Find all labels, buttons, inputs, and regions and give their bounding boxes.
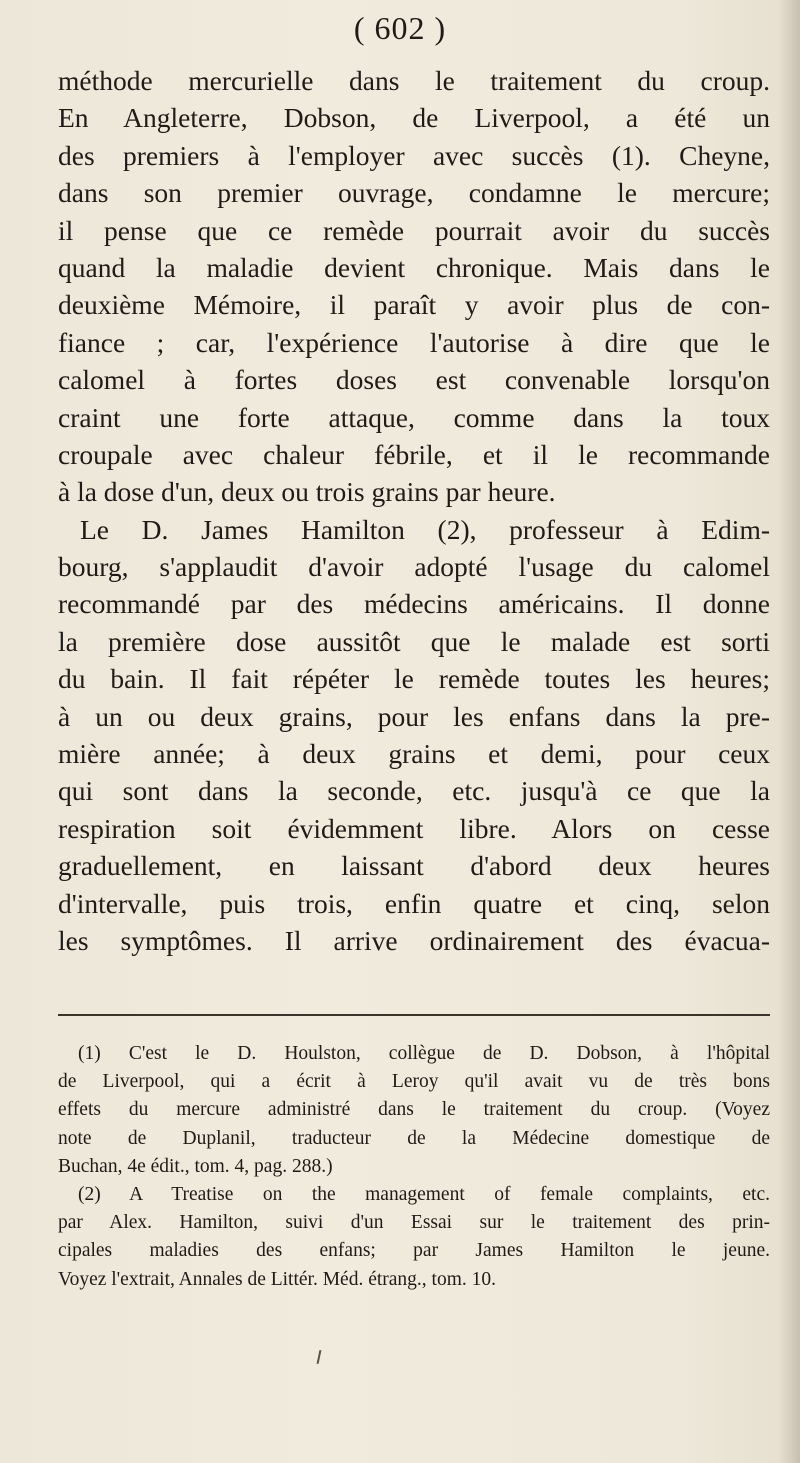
body-line: la première dose aussitôt que le malade est sorti <box>58 625 770 657</box>
body-line: bourg, s'applaudit d'avoir adopté l'usage du calomel <box>58 551 770 583</box>
body-line: qui sont dans la seconde, etc. jusqu'à ce que la <box>58 775 770 807</box>
page-edge-shadow <box>778 0 800 1463</box>
body-line: du bain. Il fait répéter le remède toutes les heures; <box>58 663 770 695</box>
footnote-line: (2) A Treatise on the management of female complaints, etc. <box>78 1183 770 1205</box>
footnote-line: (1) C'est le D. Houlston, collègue de D. Dobson, à l'hôpital <box>78 1043 770 1064</box>
body-line: deuxième Mémoire, il paraît y avoir plus de con- <box>58 289 770 321</box>
body-line: graduellement, en laissant d'abord deux heures <box>58 850 770 882</box>
body-line: Le D. James Hamilton (2), professeur à Edim- <box>80 513 770 545</box>
body-line: méthode mercurielle dans le traitement du croup. <box>58 65 770 96</box>
body-line: fiance ; car, l'expérience l'autorise à dire que le <box>58 326 770 358</box>
footnote-separator-rule <box>58 1014 770 1016</box>
footnote-line: note de Duplanil, traducteur de la Médecine domestique de <box>58 1127 770 1149</box>
body-text <box>58 62 770 959</box>
footnote-line: par Alex. Hamilton, suivi d'un Essai sur le traitement des prin- <box>58 1212 770 1234</box>
body-line: à un ou deux grains, pour les enfans dans la pre- <box>58 700 770 732</box>
body-line: croupale avec chaleur fébrile, et il le recommande <box>58 438 770 470</box>
body-line: recommandé par des médecins américains. Il donne <box>58 588 770 620</box>
body-line: il pense que ce remède pourrait avoir du succès <box>58 214 770 246</box>
body-line: des premiers à l'employer avec succès (1). Cheyne, <box>58 139 770 171</box>
footnote-line: cipales maladies des enfans; par James Hamilton le jeune. <box>58 1240 770 1262</box>
page-number: ( 602 ) <box>353 10 447 46</box>
stray-ink-mark <box>317 1350 322 1364</box>
footnote-line: Voyez l'extrait, Annales de Littér. Méd. étrang., tom. 10. <box>58 1268 497 1290</box>
body-line: mière année; à deux grains et demi, pour ceux <box>58 738 770 770</box>
footnote-line: de Liverpool, qui a écrit à Leroy qu'il avait vu de très bons <box>58 1071 770 1093</box>
footnotes <box>58 1040 770 1294</box>
footnote-line: effets du mercure administré dans le traitement du croup. (Voyez <box>58 1099 770 1121</box>
body-line: quand la maladie devient chronique. Mais dans le <box>58 251 770 283</box>
body-line: calomel à fortes doses est convenable lorsqu'on <box>58 364 770 396</box>
body-line: les symptômes. Il arrive ordinairement des évacua- <box>58 924 770 956</box>
body-line: respiration soit évidemment libre. Alors on cesse <box>58 812 770 844</box>
body-line: d'intervalle, puis trois, enfin quatre et cinq, selon <box>58 887 770 919</box>
footnote-line: Buchan, 4e édit., tom. 4, pag. 288.) <box>58 1155 333 1177</box>
body-line: à la dose d'un, deux ou trois grains par heure. <box>58 476 556 508</box>
body-line: craint une forte attaque, comme dans la toux <box>58 401 770 433</box>
body-line: dans son premier ouvrage, condamne le mercure; <box>58 177 770 209</box>
body-line: En Angleterre, Dobson, de Liverpool, a été un <box>58 102 770 134</box>
